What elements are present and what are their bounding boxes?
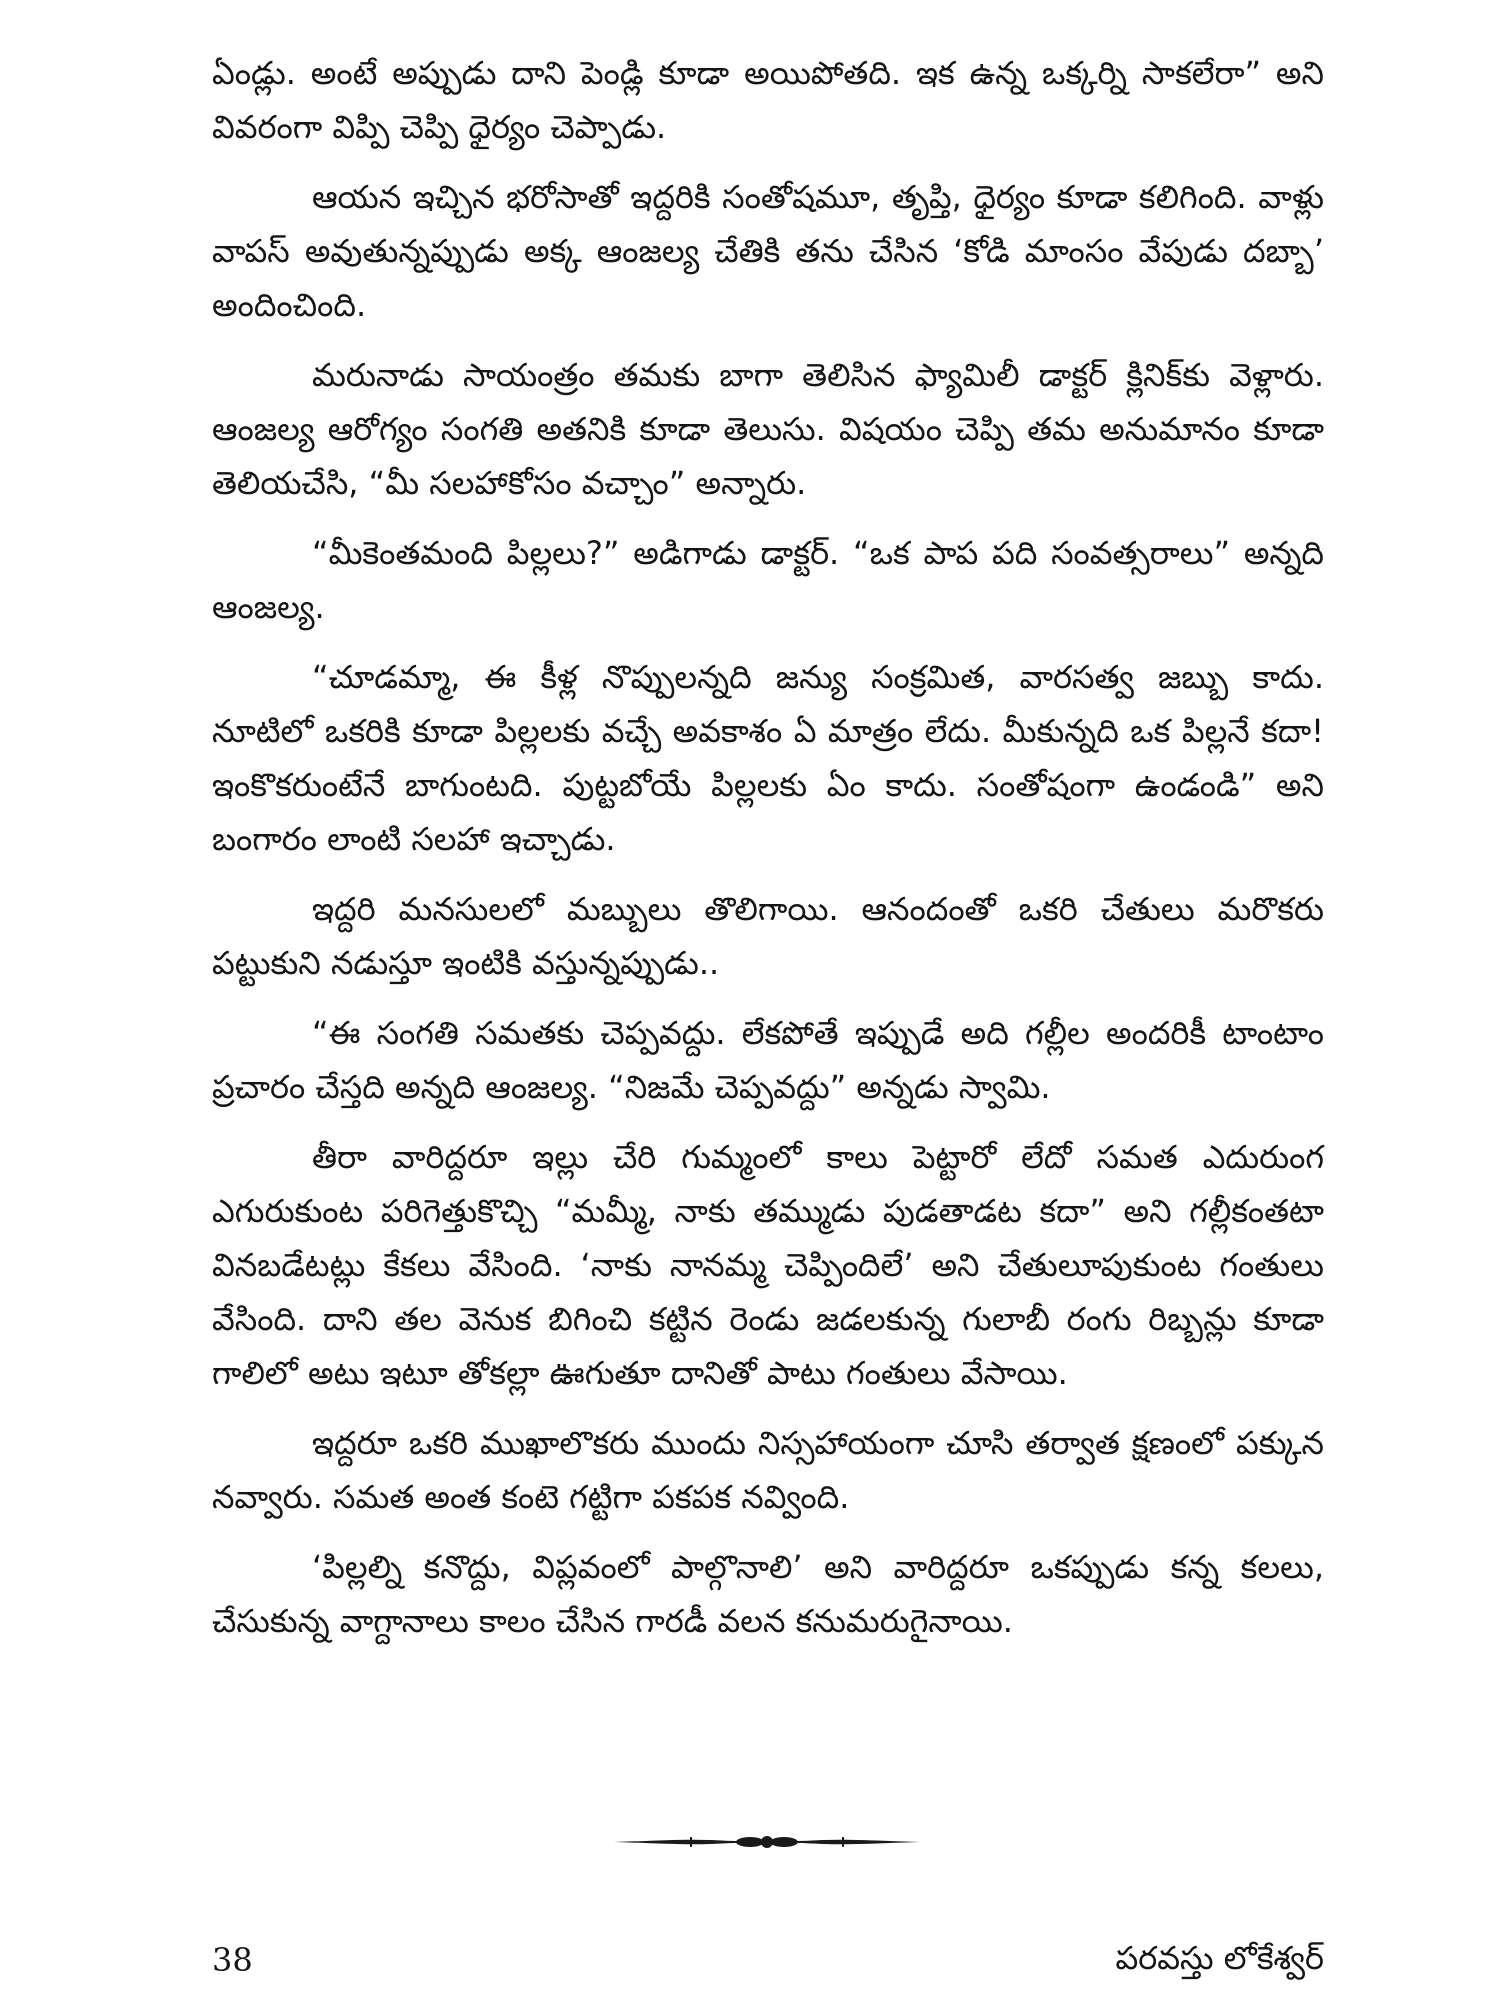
section-divider-ornament [612, 1830, 922, 1854]
paragraph: “చూడమ్మా, ఈ కీళ్ల నొప్పులన్నది జన్యు సంక్రమిత, వారసత్వ జబ్బు కాదు. నూటిలో ఒకరికి కూడా పిల్లలకు వచ్చే అవకాశం ఏ మాత్రం లేదు. మీకున్నది ఒక పిల్లనే కదా! ఇంకొకరుంటేనే బాగుంటది. పుట్టబోయే పిల్లలకు ఏం కాదు. సంతోషంగా ఉండండి” అని బంగారం లాంటి సలహా ఇచ్చాడు. [212, 658, 1324, 858]
body-text [212, 46, 1324, 1664]
paragraph: ఆయన ఇచ్చిన భరోసాతో ఇద్దరికి సంతోషమూ, తృప్తి, ధైర్యం కూడా కలిగింది. వాళ్లు వాపస్ అవుతున్నప్పుడు అక్క ఆంజల్య చేతికి తను చేసిన ‘కోడి మాంసం వేపుడు దబ్బా’ అందించింది. [212, 178, 1324, 324]
paragraph: ‘పిల్లల్ని కనొద్దు, విప్లవంలో పాల్గొనాలి’ అని వారిద్దరూ ఒకప్పుడు కన్న కలలు, చేసుకున్న వాగ్దానాలు కాలం చేసిన గారడీ వలన కనుమరుగైనాయి. [212, 1548, 1324, 1640]
paragraph: తీరా వారిద్దరూ ఇల్లు చేరి గుమ్మంలో కాలు పెట్టారో లేదో సమత ఎదురుంగ ఎగురుకుంట పరిగెత్తుకొచ్చి “మమ్మీ, నాకు తమ్ముడు పుడతాడట కదా” అని గల్లీకంతటా వినబడేటట్లు కేకలు వేసింది. ‘నాకు నానమ్మ చెప్పిందిలే’ అని చేతులూపుకుంట గంతులు వేసింది. దాని తల వెనుక బిగించి కట్టిన రెండు జడలకున్న గులాబీ రంగు రిబ్బన్లు కూడా గాలిలో అటు ఇటూ తోకల్లా ఊగుతూ దానితో పాటు గంతులు వేసాయి. [212, 1138, 1324, 1392]
page-number: 38 [212, 1941, 253, 1979]
paragraph-continued: ఏండ్లు. అంటే అప్పుడు దాని పెండ్లి కూడా అయిపోతది. ఇక ఉన్న ఒక్కర్ని సాకలేరా” అని వివరంగా విప్పి చెప్పి ధైర్యం చెప్పాడు. [212, 54, 1324, 146]
paragraph: ఇద్దరూ ఒకరి ముఖాలొకరు ముందు నిస్సహాయంగా చూసి తర్వాత క్షణంలో పక్కున నవ్వారు. సమత అంత కంటె గట్టిగా పకపక నవ్వింది. [212, 1424, 1324, 1516]
paragraph: ఇద్దరి మనసులలో మబ్బులు తొలిగాయి. ఆనందంతో ఒకరి చేతులు మరొకరు పట్టుకుని నడుస్తూ ఇంటికి వస్తున్నప్పుడు.. [212, 890, 1324, 982]
paragraph: మరునాడు సాయంత్రం తమకు బాగా తెలిసిన ఫ్యామిలీ డాక్టర్ క్లినిక్‌కు వెళ్లారు. ఆంజల్య ఆరోగ్యం సంగతి అతనికి కూడా తెలుసు. విషయం చెప్పి తమ అనుమానం కూడా తెలియచేసి, “మీ సలహాకోసం వచ్చాం” అన్నారు. [212, 356, 1324, 502]
paragraph: “మీకెంతమంది పిల్లలు?” అడిగాడు డాక్టర్. “ఒక పాప పది సంవత్సరాలు” అన్నది ఆంజల్య. [212, 534, 1324, 626]
paragraph: “ఈ సంగతి సమతకు చెప్పవద్దు. లేకపోతే ఇప్పుడే అది గల్లీల అందరికీ టాంటాం ప్రచారం చేస్తది అన్నది ఆంజల్య. “నిజమే చెప్పవద్దు” అన్నడు స్వామి. [212, 1014, 1324, 1106]
author-name: పరవస్తు లోకేశ్వర్ [1115, 1939, 1324, 1977]
